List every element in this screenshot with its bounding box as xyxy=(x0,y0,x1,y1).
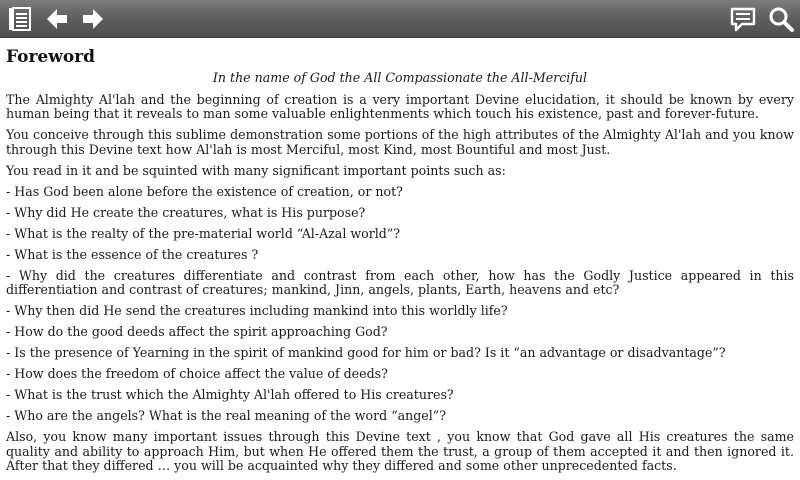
list-item: - Why then did He send the creatures including mankind into this worldly life? xyxy=(6,303,508,318)
list-item: - What is the essence of the creatures ? xyxy=(6,246,259,262)
list-item: - Who are the angels? What is the real meaning of the word “angel”? xyxy=(6,408,446,423)
comment-icon xyxy=(729,5,757,33)
back-button[interactable] xyxy=(40,0,74,37)
article-content xyxy=(6,47,794,480)
forward-arrow-icon xyxy=(80,6,106,32)
forward-button[interactable] xyxy=(76,0,110,37)
toc-icon xyxy=(5,5,33,33)
list-item: - What is the trust which the Almighty Al'lah offered to His creatures? xyxy=(6,387,454,402)
paragraph: The Almighty Al'lah and the beginning of creation is a very important Devine elucidation, it should be known by every human being that it reveals to man some valuable enlightenments which touch his existence, past and forever-future. xyxy=(6,91,794,121)
search-button[interactable] xyxy=(764,0,798,37)
paragraph: Also, you know many important issues through this Devine text , you know that God gave all His creatures the same quality and ability to approach Him, but when He offered them the trust, a group of them accepted it and then ignored it. After that they differed … you will be acquainted why they differed and some other unprecedented facts. xyxy=(6,429,794,473)
notes-button[interactable] xyxy=(726,0,760,37)
paragraph: You conceive through this sublime demonstration some portions of the high attributes of the Almighty Al'lah and you know through this Devine text how Al'lah is most Merciful, most Kind, most Bountiful and most Just. xyxy=(6,127,794,157)
back-arrow-icon xyxy=(44,6,70,32)
page-subtitle: In the name of God the All Compassionate the All-Merciful xyxy=(212,70,588,85)
page-title: Foreword xyxy=(6,47,96,67)
list-item: - How does the freedom of choice affect the value of deeds? xyxy=(6,366,388,381)
list-item: - How do the good deeds affect the spirit approaching God? xyxy=(6,324,388,339)
list-item: - Why did the creatures differentiate and contrast from each other, how has the Godly Justice appeared in this differentiation and contrast of creatures; mankind, Jinn, angels, plants, Earth, heavens and etc? xyxy=(6,267,794,297)
list-item: - Why did He create the creatures, what is His purpose? xyxy=(6,204,366,220)
list-item: - Has God been alone before the existence of creation, or not? xyxy=(6,183,403,199)
list-item: - What is the realty of the pre-material world “Al-Azal world”? xyxy=(6,225,401,241)
list-item: - Is the presence of Yearning in the spirit of mankind good for him or bad? Is it “an advantage or disadvantage”? xyxy=(6,345,726,360)
top-toolbar xyxy=(0,0,800,38)
paragraph: You read in it and be squinted with many significant important points such as: xyxy=(6,162,506,178)
table-of-contents-button[interactable] xyxy=(2,0,36,37)
search-icon xyxy=(767,5,795,33)
